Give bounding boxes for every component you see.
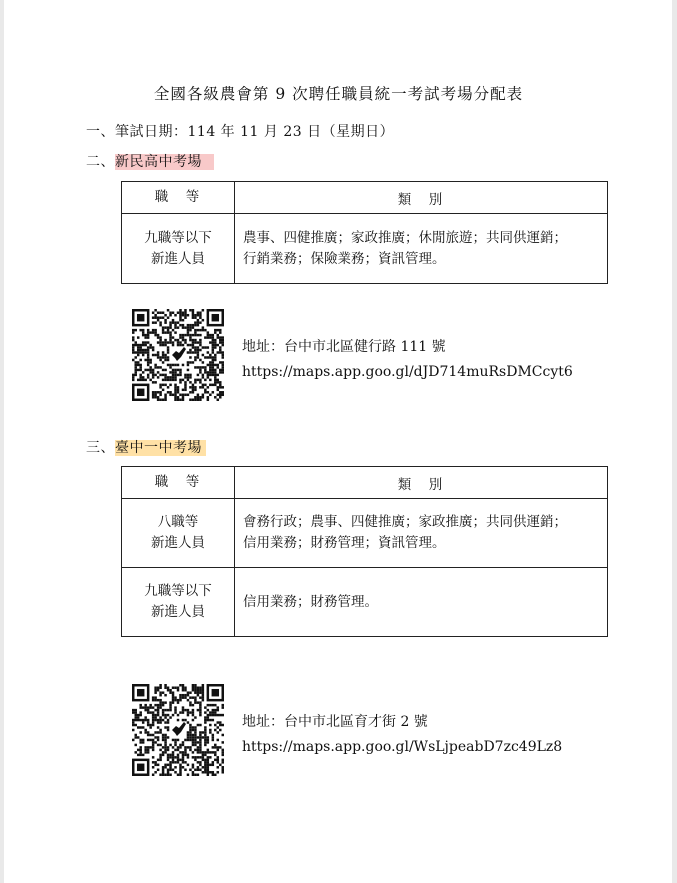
section3-heading <box>86 437 206 457</box>
category-cell <box>235 499 608 568</box>
table-row <box>122 568 608 637</box>
exam-date-line: 一、筆試日期：114 年 11 月 23 日（星期日） <box>86 124 395 140</box>
qr-code-icon[interactable] <box>132 684 224 776</box>
section3-venue: 臺中一中考場 <box>115 440 206 456</box>
section2-heading <box>86 151 214 171</box>
qr-code-icon[interactable] <box>132 309 224 401</box>
grade-cell <box>122 214 235 284</box>
grade-line: 九職等以下 <box>144 229 212 246</box>
section2-prefix: 二、 <box>86 154 115 170</box>
category-cell <box>235 214 608 284</box>
grade-line: 八職等 <box>157 514 199 530</box>
header-category: 類 別 <box>235 467 608 499</box>
category-line: 會務行政；農事、四健推廣；家政推廣；共同供運銷； <box>243 514 567 530</box>
header-category: 類 別 <box>235 182 608 214</box>
category-line: 信用業務；財務管理。 <box>243 593 378 610</box>
section2-venue: 新民高中考場 <box>115 154 214 170</box>
header-grade: 職 等 <box>122 467 235 499</box>
section3-table <box>121 466 608 637</box>
section3-map-link[interactable]: https://maps.app.goo.gl/WsLjpeabD7zc49Lz8 <box>242 739 563 755</box>
category-cell <box>235 568 608 637</box>
section2-table <box>121 181 608 284</box>
grade-line: 新進人員 <box>151 604 205 620</box>
grade-line: 新進人員 <box>151 535 205 551</box>
category-line: 信用業務；財務管理；資訊管理。 <box>243 535 446 551</box>
section2-map-link[interactable]: https://maps.app.goo.gl/dJD714muRsDMCcyt6 <box>242 364 573 380</box>
section3-address: 地址：台中市北區育才街 2 號 <box>242 714 428 730</box>
document-title: 全國各級農會第 9 次聘任職員統一考試考場分配表 <box>153 85 524 103</box>
header-grade: 職 等 <box>122 182 235 214</box>
grade-line: 新進人員 <box>151 250 205 267</box>
grade-cell <box>122 499 235 568</box>
section2-address: 地址：台中市北區健行路 111 號 <box>242 339 446 355</box>
grade-line: 九職等以下 <box>144 583 212 599</box>
section3-prefix: 三、 <box>86 440 115 456</box>
table-header-row <box>122 467 608 499</box>
table-row <box>122 499 608 568</box>
grade-cell <box>122 568 235 637</box>
table-row <box>122 214 608 284</box>
category-line: 行銷業務；保險業務；資訊管理。 <box>243 250 446 267</box>
category-line: 農事、四健推廣；家政推廣；休閒旅遊；共同供運銷； <box>243 229 567 246</box>
table-header-row <box>122 182 608 214</box>
